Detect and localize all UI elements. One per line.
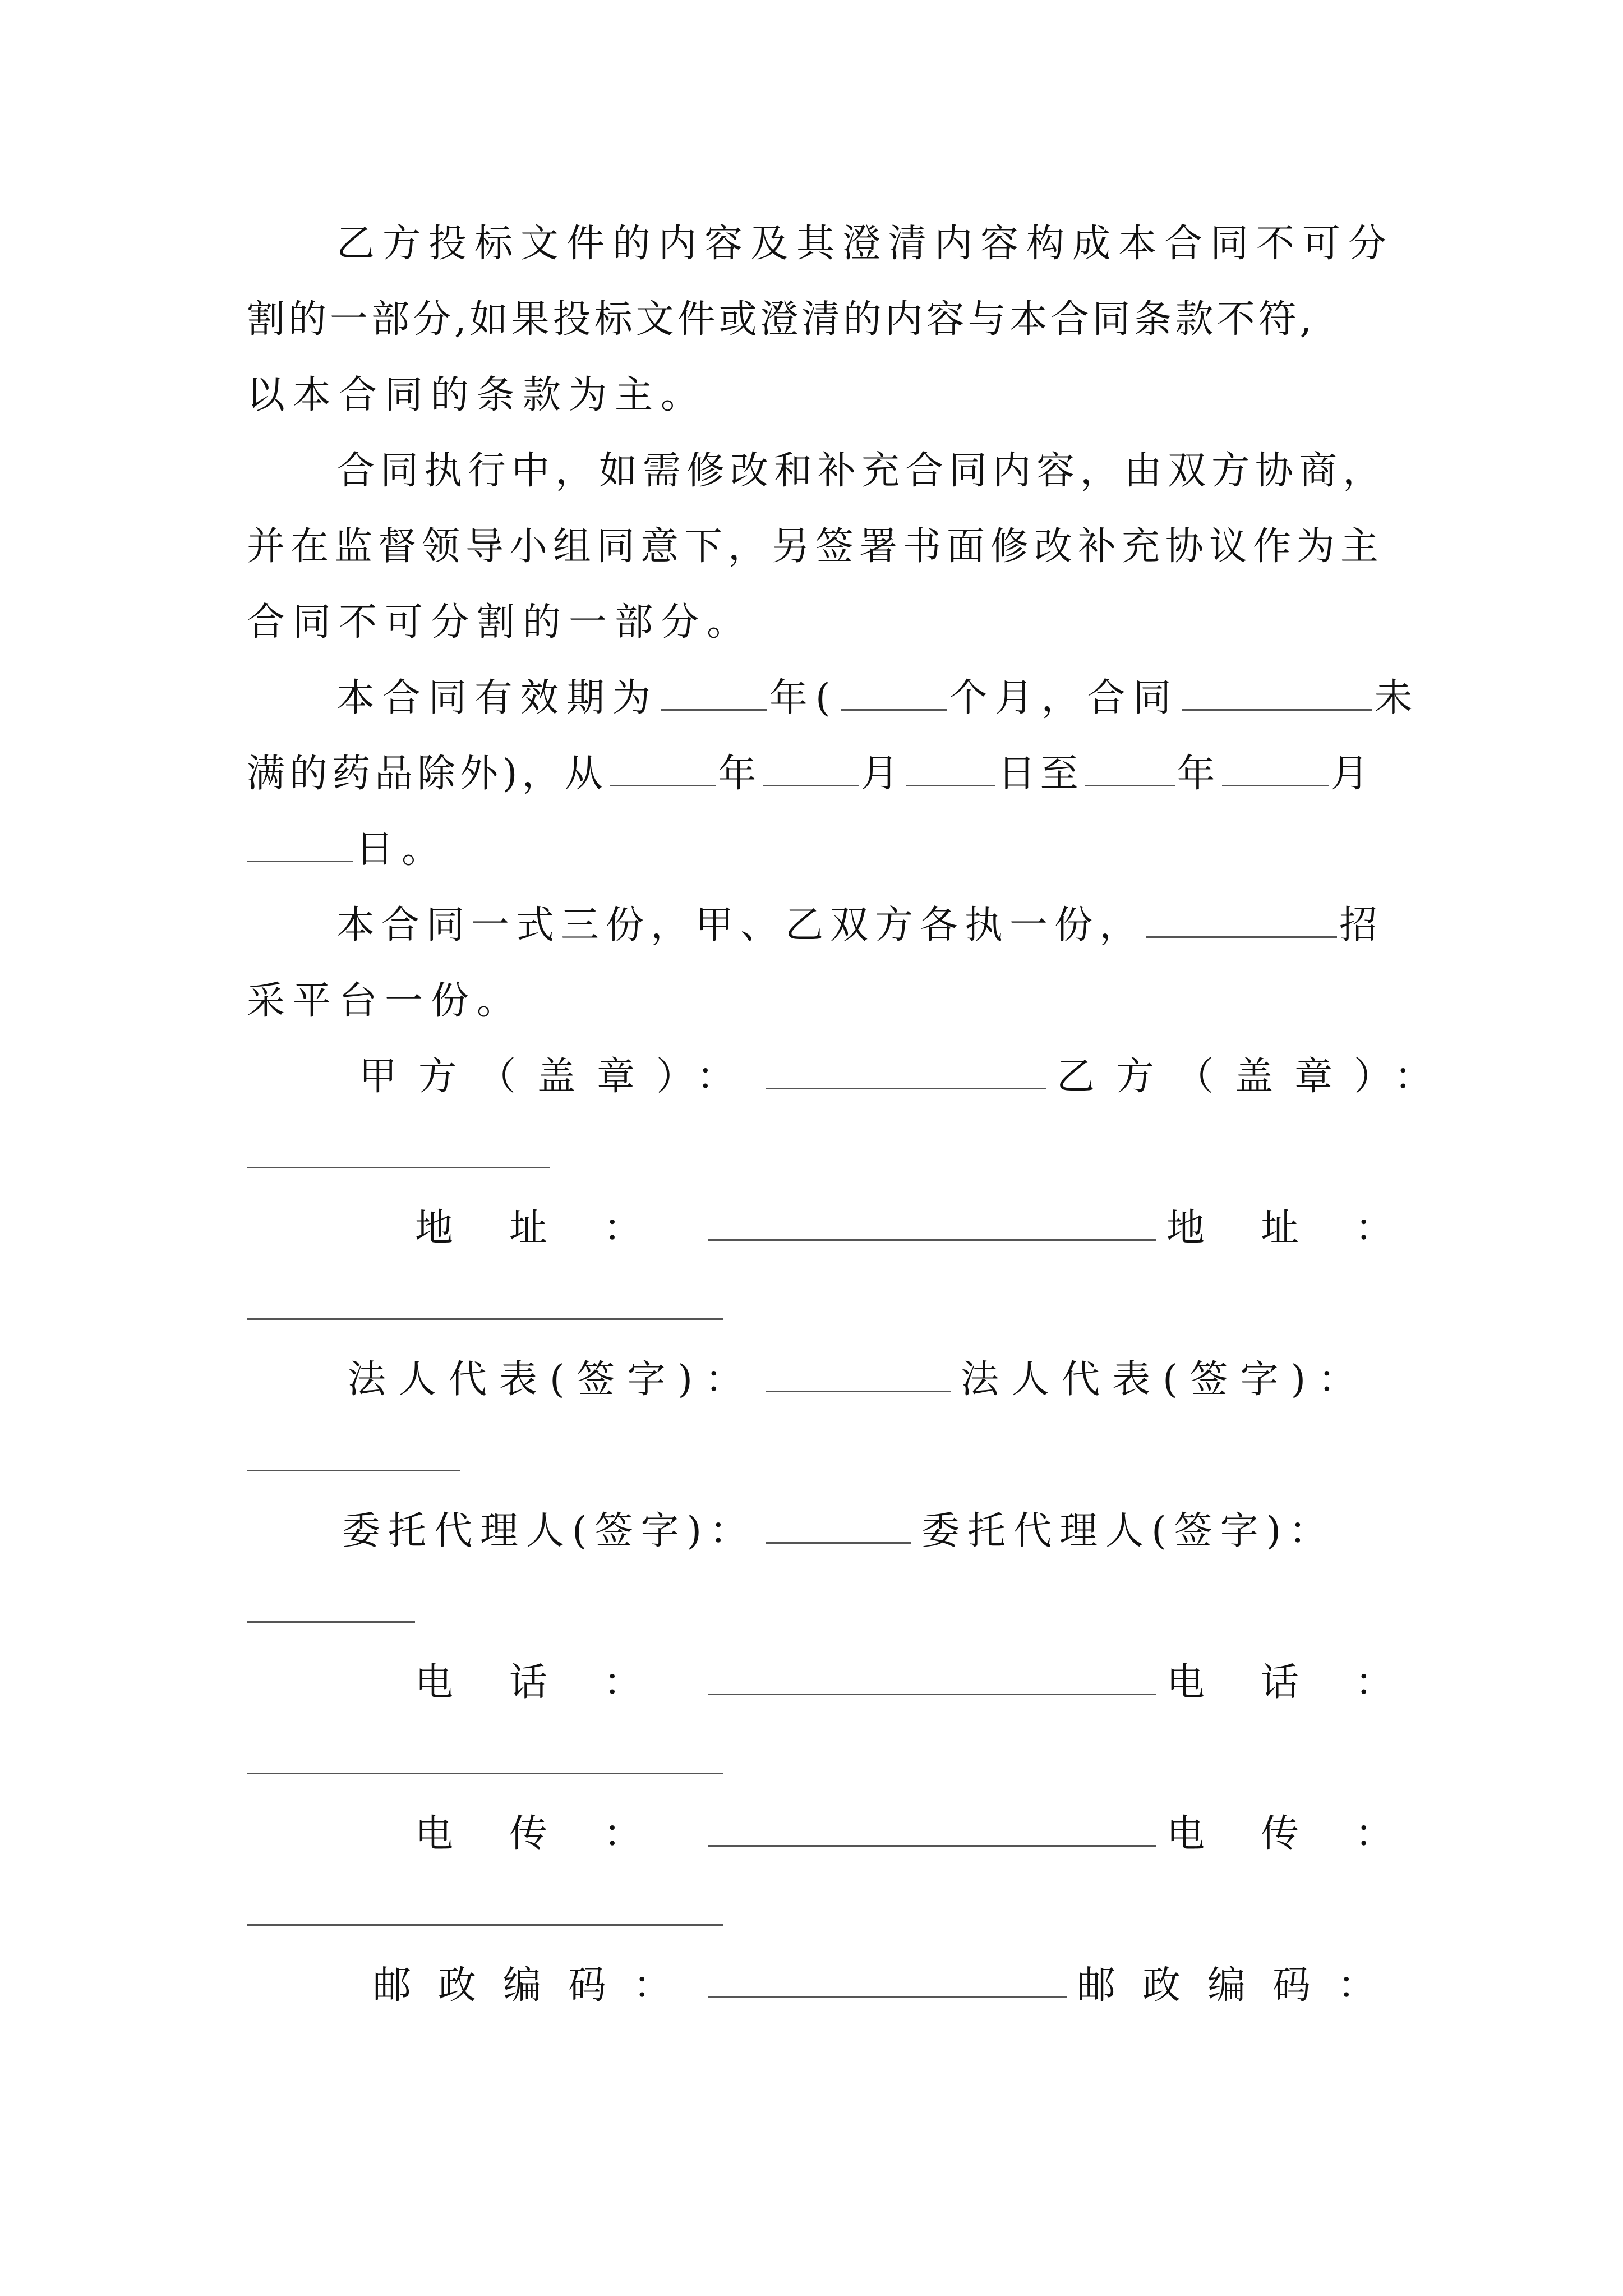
phone-row — [415, 1646, 1449, 1719]
validity-text-j: 月 — [1330, 752, 1373, 796]
legal-rep-a-label: 法人代表(签字)： — [348, 1358, 756, 1402]
phone-a-label: 电话： — [415, 1660, 698, 1705]
postcode-a-field[interactable] — [708, 1963, 1067, 1998]
address-row — [415, 1192, 1449, 1265]
validity-months-field[interactable] — [841, 675, 947, 711]
start-year-field[interactable] — [610, 751, 716, 786]
copies-text-b: 招 — [1339, 903, 1385, 947]
agent-b-field[interactable] — [247, 1621, 415, 1623]
legal-rep-b-field[interactable] — [247, 1470, 460, 1471]
paragraph-3-line-2 — [247, 738, 1373, 811]
party-a-seal-field[interactable] — [766, 1054, 1046, 1089]
party-b-seal-field[interactable] — [247, 1167, 550, 1168]
postcode-b-label: 邮政编码： — [1077, 1963, 1403, 2008]
legal-rep-b-label: 法人代表(签字)： — [961, 1358, 1369, 1402]
start-day-field[interactable] — [906, 751, 995, 786]
phone-a-field[interactable] — [708, 1660, 1156, 1695]
validity-years-field[interactable] — [661, 675, 767, 711]
start-month-field[interactable] — [763, 751, 859, 786]
validity-text-g: 月 — [860, 752, 903, 796]
paragraph-3-line-3 — [247, 813, 448, 886]
paragraph-2-line-1: 合同执行中，如需修改和补充合同内容，由双方协商， — [336, 449, 1387, 493]
paragraph-2-line-3: 合同不可分割的一部分。 — [247, 600, 753, 645]
legal-rep-a-field[interactable] — [766, 1357, 951, 1392]
address-b-field[interactable] — [247, 1318, 723, 1320]
end-day-field[interactable] — [247, 827, 353, 862]
address-a-field[interactable] — [708, 1205, 1156, 1241]
paragraph-1-line-1: 乙方投标文件的内容及其澄清内容构成本合同不可分 — [336, 222, 1395, 266]
party-a-seal-label: 甲方（盖章）： — [359, 1055, 757, 1099]
fax-a-field[interactable] — [708, 1811, 1156, 1847]
paragraph-1-line-2: 割的一部分,如果投标文件或澄清的内容与本合同条款不符, — [247, 297, 1316, 342]
address-b-label: 地址： — [1166, 1206, 1450, 1250]
address-a-label: 地址： — [415, 1206, 698, 1250]
postcode-row — [373, 1949, 1403, 2022]
contract-item-field[interactable] — [1182, 675, 1372, 711]
validity-text-a: 本合同有效期为 — [336, 676, 659, 720]
validity-text-h: 日至 — [997, 752, 1083, 796]
postcode-a-label: 邮政编码： — [373, 1963, 699, 2008]
platform-name-field[interactable] — [1146, 903, 1337, 938]
phone-b-field[interactable] — [247, 1773, 723, 1774]
paragraph-1-line-3: 以本合同的条款为主。 — [247, 373, 707, 417]
validity-text-k: 日。 — [356, 827, 448, 872]
validity-text-f: 年 — [718, 752, 761, 796]
validity-text-i: 年 — [1177, 752, 1220, 796]
paragraph-4-line-2: 采平台一份。 — [247, 979, 523, 1023]
agent-a-label: 委托代理人(签字)： — [342, 1509, 756, 1553]
fax-a-label: 电传： — [415, 1812, 698, 1856]
validity-text-b: 年( — [769, 676, 838, 720]
paragraph-4-line-1 — [336, 889, 1384, 962]
paragraph-2-line-2: 并在监督领导小组同意下，另签署书面修改补充协议作为主 — [247, 524, 1385, 569]
fax-b-label: 电传： — [1166, 1812, 1450, 1856]
legal-rep-row — [348, 1343, 1368, 1416]
end-year-field[interactable] — [1085, 751, 1175, 786]
copies-text-a: 本合同一式三份，甲、乙双方各执一份， — [336, 903, 1145, 947]
party-b-seal-label: 乙方（盖章）： — [1057, 1055, 1454, 1099]
agent-a-field[interactable] — [766, 1508, 911, 1544]
agent-b-label: 委托代理人(签字)： — [921, 1509, 1335, 1553]
fax-b-field[interactable] — [247, 1924, 723, 1926]
paragraph-3-line-1 — [336, 662, 1421, 735]
validity-text-c: 个月，合同 — [949, 676, 1179, 720]
agent-row — [342, 1495, 1335, 1568]
fax-row — [415, 1798, 1449, 1871]
validity-text-d: 未 — [1374, 676, 1421, 720]
validity-text-e: 满的药品除外)，从 — [247, 752, 607, 796]
end-month-field[interactable] — [1222, 751, 1329, 786]
phone-b-label: 电话： — [1166, 1660, 1450, 1705]
party-a-seal-row — [359, 1041, 1454, 1114]
